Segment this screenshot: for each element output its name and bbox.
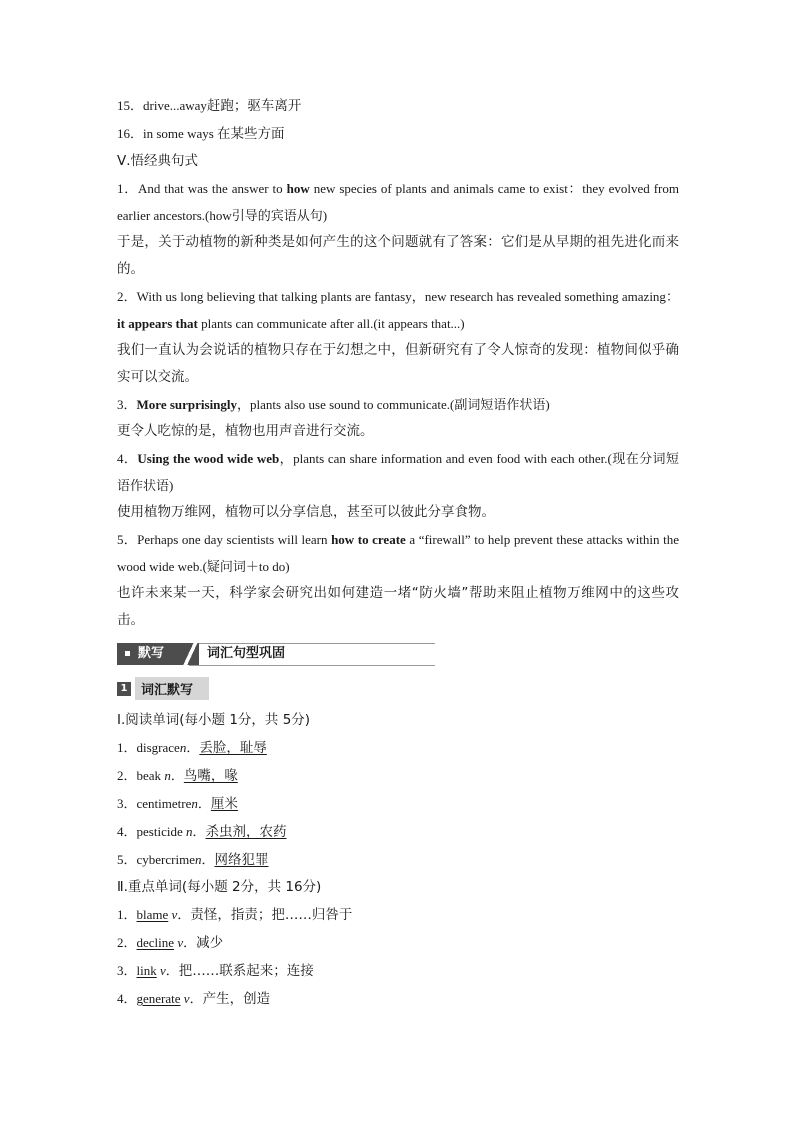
vocab-item: 5．cybercrimen．网络犯罪	[117, 852, 269, 868]
vocab-item: 3．centimetren．厘米	[117, 796, 238, 812]
part-title: Ⅰ.阅读单词(每小题 1分，共 5分)	[117, 712, 311, 728]
vocab-item: 1．blame v．责怪，指责；把……归咎于	[117, 907, 353, 923]
vocab-item: 2．decline v．减少	[117, 935, 224, 951]
square-icon	[125, 651, 130, 656]
divider	[189, 665, 435, 666]
vocab-item: 2．beak n．鸟嘴，喙	[117, 768, 238, 784]
sentence-zh: 于是，关于动植物的新种类是如何产生的这个问题就有了答案：它们是从早期的祖先进化而来的。	[117, 234, 679, 277]
sentence-zh: 更令人吃惊的是，植物也用声音进行交流。	[117, 423, 374, 439]
sentence-zh: 使用植物万维网，植物可以分享信息，甚至可以彼此分享食物。	[117, 504, 495, 520]
slash-decoration-icon	[183, 643, 199, 665]
sentence-en: 3．More surprisingly，plants also use sound to communicate.(副词短语作状语)	[117, 397, 550, 412]
sentence-en: 5．Perhaps one day scientists will learn how to create a “firewall” to help prevent these attacks within the wood wide web.(疑问词＋to do)	[117, 532, 679, 574]
sentence-en: 2．With us long believing that talking plants are fantasy，new research has revealed something amazing：it appears that plants can communicate after all.(it appears that...)	[117, 289, 679, 331]
part-title: Ⅱ.重点单词(每小题 2分，共 16分)	[117, 879, 322, 895]
sentence-zh: 我们一直认为会说话的植物只存在于幻想之中，但新研究有了令人惊奇的发现：植物间似乎确实可以交流。	[117, 342, 679, 385]
phrase-item: 15．drive...away赶跑；驱车离开	[117, 98, 302, 114]
subsection-heading: 1 词汇默写	[117, 677, 679, 701]
section-banner	[117, 643, 435, 669]
vocab-item: 4．pesticide n．杀虫剂，农药	[117, 824, 287, 840]
vocab-item: 4．generate v．产生，创造	[117, 991, 271, 1007]
sentence-en: 4．Using the wood wide web，plants can share information and even food with each other.(现在分词短语作状语)	[117, 451, 679, 493]
sentence-en: 1．And that was the answer to how new species of plants and animals came to exist：they evolved from earlier ancestors.(how引导的宾语从句)	[117, 181, 679, 223]
banner-tag: 默写	[117, 643, 189, 665]
number-badge-icon: 1	[117, 682, 131, 696]
document-page	[117, 92, 679, 1013]
sentence-zh: 也许未来某一天，科学家会研究出如何建造一堵“防火墙”帮助来阻止植物万维网中的这些攻击。	[117, 585, 679, 628]
banner-title: 词汇句型巩固	[207, 646, 286, 661]
vocab-item: 1．disgracen．丢脸，耻辱	[117, 740, 267, 756]
section-title: Ⅴ.悟经典句式	[117, 153, 199, 169]
vocab-item: 3．link v．把……联系起来；连接	[117, 963, 314, 979]
phrase-item: 16．in some ways 在某些方面	[117, 126, 285, 142]
